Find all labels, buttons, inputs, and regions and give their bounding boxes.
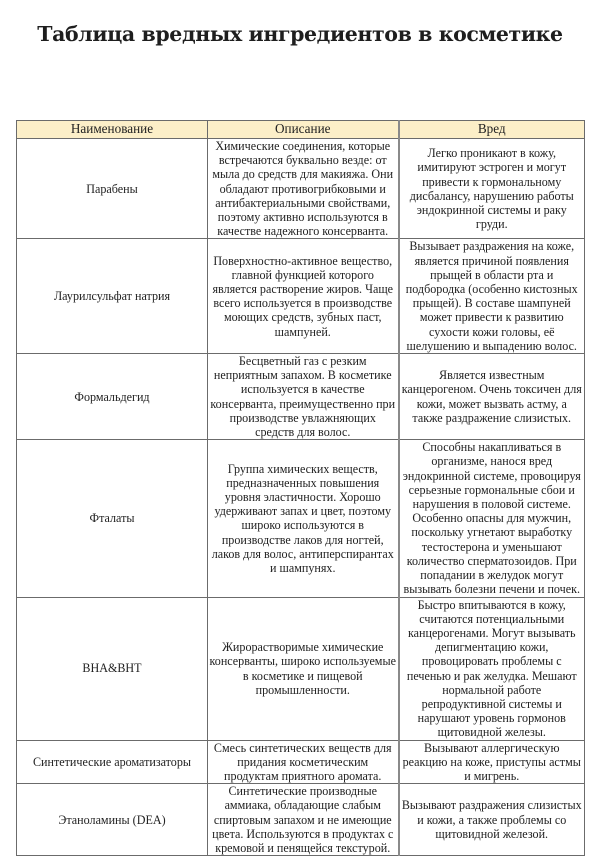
- ingredient-name: Фталаты: [17, 440, 208, 597]
- ingredient-harm: Легко проникают в кожу, имитируют эстроген и могут привести к гормональному дисбалансу, нарушению работы эндокринной системы и раку груди.: [399, 139, 585, 239]
- page-title: Таблица вредных ингредиентов в косметике: [37, 22, 563, 46]
- column-header-harm: Вред: [399, 121, 585, 139]
- header-row: [17, 121, 585, 139]
- table-row: [17, 440, 585, 597]
- ingredient-harm: Способны накапливаться в организме, нанося вред эндокринной системе, провоцируя серьезные гормональные сбои и нарушения в половой системе. Особенно опасны для мужчин, поскольку угнетают выработку тестостерона и уменьшают количество сперматозоидов. При попадании в желудок могут вызывать болезни печени и почек.: [399, 440, 585, 597]
- table-row: [17, 354, 585, 440]
- column-header-name: Наименование: [17, 121, 208, 139]
- ingredient-description: Химические соединения, которые встречаются буквально везде: от мыла до средств для макияжа. Они обладают противогрибковыми и антибактериальными свойствами, поэтому активно используются в качестве надежного консерванта.: [208, 139, 399, 239]
- ingredient-harm: Вызывают раздражения слизистых и кожи, а также проблемы со щитовидной железой.: [399, 784, 585, 856]
- ingredient-name: BHA&BHT: [17, 597, 208, 740]
- ingredients-table: [16, 120, 585, 856]
- table-row: [17, 740, 585, 784]
- ingredient-harm: Вызывает раздражения на коже, является причиной появления прыщей в области рта и подбородка (особенно кистозных прыщей). В составе шампуней может привести к развитию сухости кожи головы, её шелушению и выпадению волос.: [399, 239, 585, 354]
- ingredient-harm: Быстро впитываются в кожу, считаются потенциальными канцерогенами. Могут вызывать депигментацию кожи, провоцировать проблемы с печенью и рак желудка. Мешают нормальной работе репродуктивной системы и нарушают уровень гормонов щитовидной железы.: [399, 597, 585, 740]
- ingredient-description: Смесь синтетических веществ для придания косметическим продуктам приятного аромата.: [208, 740, 399, 784]
- ingredient-description: Бесцветный газ с резким неприятным запахом. В косметике используется в качестве консерванта, преимущественно при производстве увлажняющих средств для волос.: [208, 354, 399, 440]
- ingredient-description: Поверхностно-активное вещество, главной функцией которого является растворение жиров. Чаще всего используется в производстве моющих средств, зубных паст, шампуней.: [208, 239, 399, 354]
- ingredient-description: Синтетические производные аммиака, обладающие слабым спиртовым запахом и не имеющие цвета. Используются в продуктах с кремовой и пенящейся текстурой.: [208, 784, 399, 856]
- table-row: [17, 597, 585, 740]
- ingredient-description: Жирорастворимые химические консерванты, широко используемые в косметике и пищевой промышленности.: [208, 597, 399, 740]
- ingredient-name: Формальдегид: [17, 354, 208, 440]
- table-body: [17, 139, 585, 856]
- table-row: [17, 139, 585, 239]
- column-header-description: Описание: [208, 121, 399, 139]
- ingredient-description: Группа химических веществ, предназначенных повышения уровня эластичности. Хорошо удерживают запах и цвет, поэтому широко используются в производстве лаков для ногтей, лаков для волос, антиперспирантах и шампунях.: [208, 440, 399, 597]
- ingredient-name: Синтетические ароматизаторы: [17, 740, 208, 784]
- ingredient-harm: Является известным канцерогеном. Очень токсичен для кожи, может вызвать астму, а также раздражение слизистых.: [399, 354, 585, 440]
- table-row: [17, 784, 585, 856]
- ingredient-harm: Вызывают аллергическую реакцию на коже, приступы астмы и мигрень.: [399, 740, 585, 784]
- ingredient-name: Лаурилсульфат натрия: [17, 239, 208, 354]
- ingredient-name: Парабены: [17, 139, 208, 239]
- table-row: [17, 239, 585, 354]
- table-header: [17, 121, 585, 139]
- ingredient-name: Этаноламины (DEA): [17, 784, 208, 856]
